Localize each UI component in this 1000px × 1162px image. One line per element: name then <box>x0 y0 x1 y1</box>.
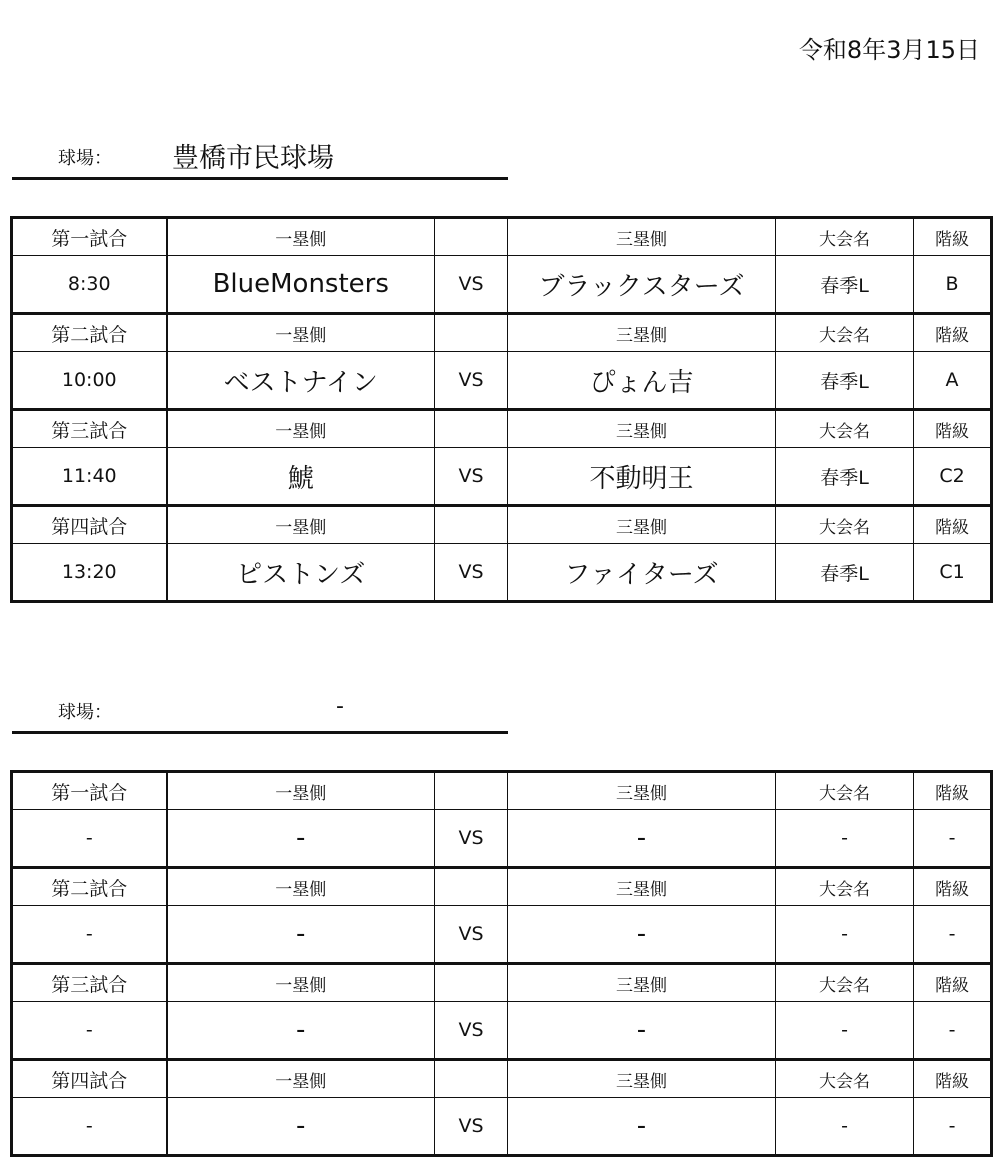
vs-header-blank <box>435 218 508 256</box>
class-value: - <box>914 1002 992 1060</box>
class-value: C1 <box>914 544 992 602</box>
game-value-row <box>12 352 992 410</box>
venue-label: 球場： <box>58 148 112 169</box>
game-header-row <box>12 410 992 448</box>
third-base-header: 三塁側 <box>508 218 776 256</box>
vs-label: VS <box>435 1002 508 1060</box>
tournament-name: - <box>776 1002 914 1060</box>
class-header: 階級 <box>914 506 992 544</box>
class-header: 階級 <box>914 964 992 1002</box>
first-base-header: 一塁側 <box>167 868 435 906</box>
game-header-row <box>12 772 992 810</box>
tournament-name: 春季L <box>776 544 914 602</box>
game-label: 第三試合 <box>12 410 167 448</box>
tournament-header: 大会名 <box>776 1060 914 1098</box>
first-base-team: ベストナイン <box>167 352 435 410</box>
game-header-row <box>12 314 992 352</box>
third-base-team: - <box>508 1098 776 1156</box>
venue-label: 球場： <box>58 702 112 723</box>
game-time: - <box>12 1002 167 1060</box>
first-base-team: - <box>167 1098 435 1156</box>
class-header: 階級 <box>914 410 992 448</box>
first-base-header: 一塁側 <box>167 964 435 1002</box>
vs-label: VS <box>435 544 508 602</box>
vs-label: VS <box>435 352 508 410</box>
third-base-team: - <box>508 1002 776 1060</box>
game-header-row <box>12 964 992 1002</box>
vs-header-blank <box>435 964 508 1002</box>
game-time: 10:00 <box>12 352 167 410</box>
class-header: 階級 <box>914 1060 992 1098</box>
vs-label: VS <box>435 1098 508 1156</box>
tournament-name: - <box>776 1098 914 1156</box>
vs-header-blank <box>435 868 508 906</box>
first-base-team: 鯱 <box>167 448 435 506</box>
third-base-header: 三塁側 <box>508 772 776 810</box>
first-base-team: BlueMonsters <box>167 256 435 314</box>
vs-label: VS <box>435 906 508 964</box>
vs-header-blank <box>435 314 508 352</box>
class-header: 階級 <box>914 218 992 256</box>
first-base-header: 一塁側 <box>167 772 435 810</box>
third-base-team: ぴょん吉 <box>508 352 776 410</box>
tournament-name: - <box>776 810 914 868</box>
game-header-row <box>12 1060 992 1098</box>
game-value-row <box>12 1002 992 1060</box>
first-base-team: - <box>167 906 435 964</box>
game-label: 第二試合 <box>12 314 167 352</box>
venue-header-1 <box>12 130 508 180</box>
class-value: C2 <box>914 448 992 506</box>
schedule-table-2 <box>10 770 993 1157</box>
third-base-header: 三塁側 <box>508 506 776 544</box>
first-base-header: 一塁側 <box>167 218 435 256</box>
third-base-team: 不動明王 <box>508 448 776 506</box>
class-value: A <box>914 352 992 410</box>
vs-header-blank <box>435 1060 508 1098</box>
tournament-header: 大会名 <box>776 314 914 352</box>
vs-label: VS <box>435 448 508 506</box>
venue-underline <box>12 731 508 734</box>
game-time: - <box>12 906 167 964</box>
game-value-row <box>12 1098 992 1156</box>
game-value-row <box>12 256 992 314</box>
game-value-row <box>12 810 992 868</box>
third-base-header: 三塁側 <box>508 314 776 352</box>
game-label: 第四試合 <box>12 1060 167 1098</box>
third-base-header: 三塁側 <box>508 410 776 448</box>
third-base-header: 三塁側 <box>508 868 776 906</box>
tournament-name: 春季L <box>776 256 914 314</box>
schedule-table-1 <box>10 216 993 603</box>
game-label: 第四試合 <box>12 506 167 544</box>
venue-header-2 <box>12 684 508 734</box>
first-base-header: 一塁側 <box>167 314 435 352</box>
game-time: 8:30 <box>12 256 167 314</box>
game-time: - <box>12 1098 167 1156</box>
third-base-header: 三塁側 <box>508 1060 776 1098</box>
first-base-header: 一塁側 <box>167 1060 435 1098</box>
game-value-row <box>12 906 992 964</box>
first-base-team: - <box>167 1002 435 1060</box>
vs-header-blank <box>435 506 508 544</box>
game-label: 第三試合 <box>12 964 167 1002</box>
game-value-row <box>12 448 992 506</box>
venue-underline <box>12 177 508 180</box>
game-header-row <box>12 506 992 544</box>
game-time: 13:20 <box>12 544 167 602</box>
class-value: - <box>914 906 992 964</box>
tournament-name: 春季L <box>776 352 914 410</box>
first-base-team: ピストンズ <box>167 544 435 602</box>
vs-label: VS <box>435 256 508 314</box>
third-base-team: ファイターズ <box>508 544 776 602</box>
document-date: 令和8年3月15日 <box>798 36 980 64</box>
venue-name: - <box>336 694 344 719</box>
tournament-header: 大会名 <box>776 964 914 1002</box>
venue-name: 豊橋市民球場 <box>172 143 334 174</box>
first-base-header: 一塁側 <box>167 506 435 544</box>
tournament-header: 大会名 <box>776 868 914 906</box>
third-base-team: ブラックスターズ <box>508 256 776 314</box>
game-label: 第一試合 <box>12 772 167 810</box>
tournament-name: - <box>776 906 914 964</box>
tournament-name: 春季L <box>776 448 914 506</box>
tournament-header: 大会名 <box>776 410 914 448</box>
class-value: B <box>914 256 992 314</box>
game-header-row <box>12 218 992 256</box>
third-base-header: 三塁側 <box>508 964 776 1002</box>
game-time: 11:40 <box>12 448 167 506</box>
vs-label: VS <box>435 810 508 868</box>
class-value: - <box>914 1098 992 1156</box>
game-label: 第一試合 <box>12 218 167 256</box>
class-header: 階級 <box>914 868 992 906</box>
class-header: 階級 <box>914 314 992 352</box>
game-value-row <box>12 544 992 602</box>
tournament-header: 大会名 <box>776 506 914 544</box>
tournament-header: 大会名 <box>776 218 914 256</box>
vs-header-blank <box>435 410 508 448</box>
game-time: - <box>12 810 167 868</box>
tournament-header: 大会名 <box>776 772 914 810</box>
third-base-team: - <box>508 906 776 964</box>
class-value: - <box>914 810 992 868</box>
third-base-team: - <box>508 810 776 868</box>
class-header: 階級 <box>914 772 992 810</box>
vs-header-blank <box>435 772 508 810</box>
first-base-header: 一塁側 <box>167 410 435 448</box>
game-header-row <box>12 868 992 906</box>
first-base-team: - <box>167 810 435 868</box>
game-label: 第二試合 <box>12 868 167 906</box>
